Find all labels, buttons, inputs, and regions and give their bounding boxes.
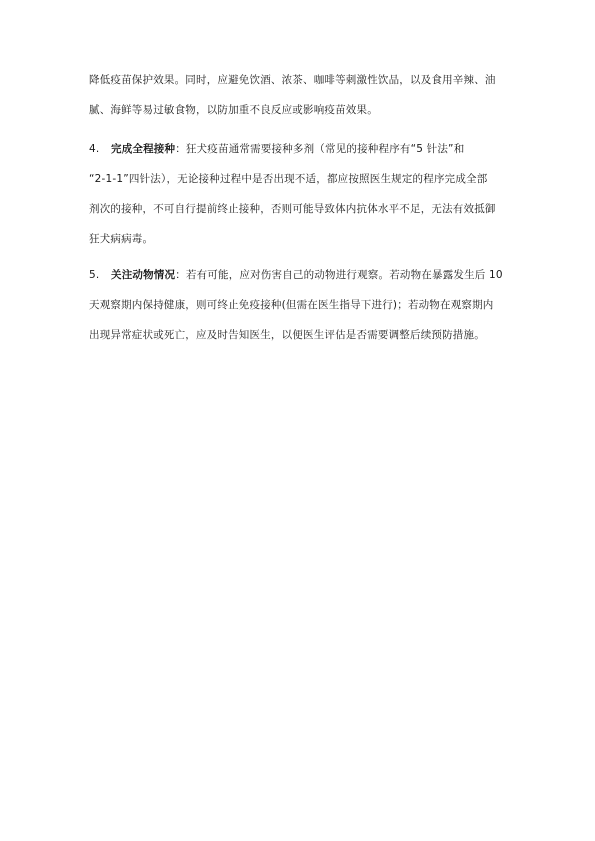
paragraph-vaccine-precautions <box>89 65 509 125</box>
list-item-animal-observation <box>89 260 509 350</box>
text-line: 出现异常症状或死亡，应及时告知医生，以便医生评估是否需要调整后续预防措施。 <box>89 329 485 341</box>
text-line: 降低疫苗保护效果。同时，应避免饮酒、浓茶、咖啡等刺激性饮品，以及食用辛辣、油 <box>89 74 496 86</box>
text-run: ：若有可能，应对伤害自己的动物进行观察。若动物在暴露发生后 10 <box>175 269 503 281</box>
text-line: “2-1-1”四针法），无论接种过程中是否出现不适，都应按照医生规定的程序完成全部 <box>89 173 488 185</box>
list-item-complete-vaccination <box>89 134 509 254</box>
list-item-first-line <box>89 134 509 164</box>
text-line: 天观察期内保持健康，则可终止免疫接种(但需在医生指导下进行)；若动物在观察期内 <box>89 299 494 311</box>
text-line: 腻、海鲜等易过敏食物，以防加重不良反应或影响疫苗效果。 <box>89 104 378 116</box>
list-item-heading: 关注动物情况 <box>111 269 176 281</box>
text-line: 剂次的接种，不可自行提前终止接种，否则可能导致体内抗体水平不足，无法有效抵御 <box>89 203 496 215</box>
list-item-first-line <box>89 260 509 290</box>
text-line: 狂犬病病毒。 <box>89 233 154 245</box>
list-item-heading: 完成全程接种 <box>111 143 176 155</box>
list-number: 4. <box>89 143 100 155</box>
list-number: 5. <box>89 269 100 281</box>
text-run: ：狂犬疫苗通常需要接种多剂（常见的接种程序有“5 针法”和 <box>175 143 465 155</box>
